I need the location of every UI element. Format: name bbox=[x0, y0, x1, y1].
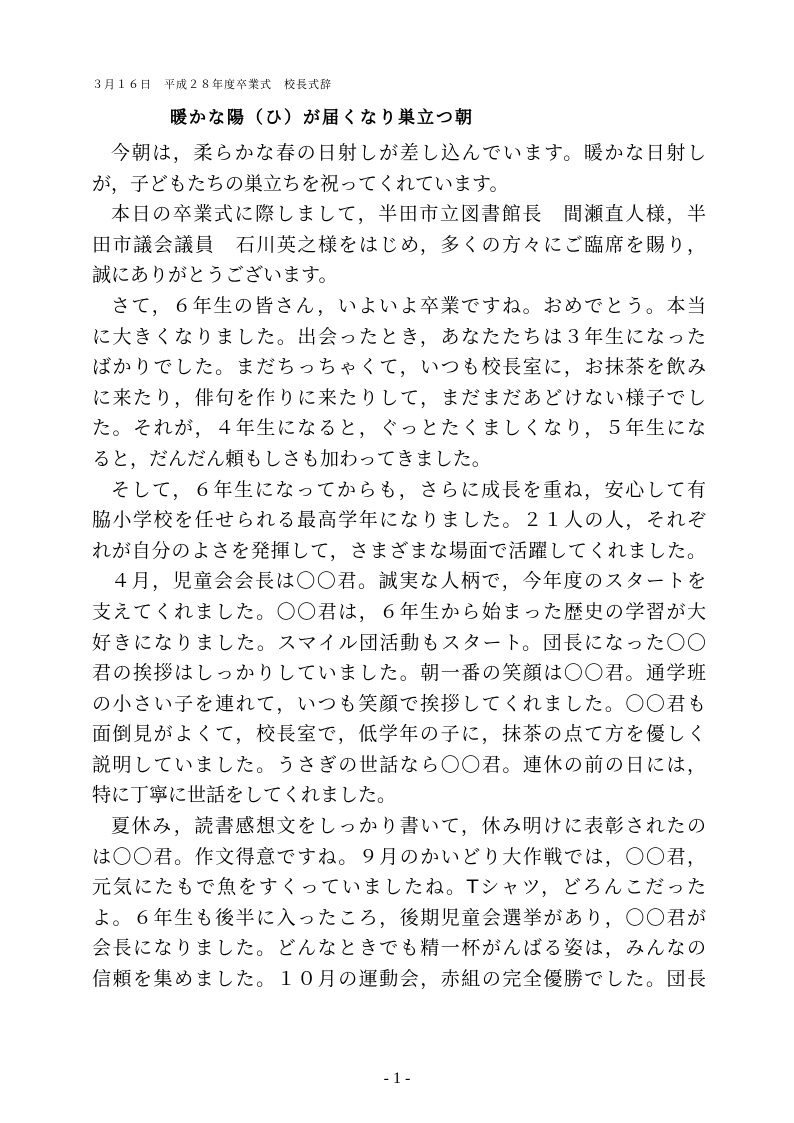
text-line: 君の挨拶はしっかりしていました。朝一番の笑顔は〇〇君。通学班 bbox=[92, 662, 706, 685]
page-number: - 1 - bbox=[383, 1070, 411, 1087]
text-line: に大きくなりました。出会ったとき，あなたたちは３年生になった bbox=[92, 325, 706, 348]
text-line: 誠にありがとうございます。 bbox=[92, 264, 338, 287]
text-line: 説明していました。うさぎの世話なら〇〇君。連休の前の日には， bbox=[92, 753, 706, 776]
text-line: 特に丁寧に世話をしてくれました。 bbox=[92, 784, 397, 807]
text-line: た。それが，４年生になると，ぐっとたくましくなり，５年生にな bbox=[92, 417, 706, 440]
text-line: 脇小学校を任せられる最高学年になりました。２１人の人，それぞ bbox=[92, 509, 706, 532]
text-line: の小さい子を連れて，いつも笑顔で挨拶してくれました。〇〇君も bbox=[92, 692, 706, 715]
date-header: ３月１６日 平成２８年度卒業式 校長式辞 bbox=[92, 78, 332, 91]
text-line: さて，６年生の皆さん，いよいよ卒業ですね。おめでとう。本当 bbox=[111, 294, 706, 317]
text-line: 夏休み，読書感想文をしっかり書いて，休み明けに表彰されたの bbox=[111, 815, 706, 838]
text-line: ４月，児童会会長は〇〇君。誠実な人柄で，今年度のスタートを bbox=[111, 570, 706, 593]
text-line: 本日の卒業式に際しまして，半田市立図書館長 間瀬直人様，半 bbox=[111, 203, 706, 226]
text-line: 元気にたもで魚をすくっていましたね。Tシャツ，どろんこだった bbox=[92, 876, 706, 899]
text-line: 支えてくれました。〇〇君は，６年生から始まった歴史の学習が大 bbox=[92, 600, 706, 623]
page-title: 暖かな陽（ひ）が届くなり巣立つ朝 bbox=[170, 108, 474, 128]
text-line: ばかりでした。まだちっちゃくて，いつも校長室に，お抹茶を飲み bbox=[92, 356, 706, 379]
text-line: 会長になりました。どんなときでも精一杯がんばる姿は，みんなの bbox=[92, 937, 706, 960]
text-line: は〇〇君。作文得意ですね。９月のかいどり大作戦では，〇〇君， bbox=[92, 845, 706, 868]
text-line: そして，６年生になってからも，さらに成長を重ね，安心して有 bbox=[111, 478, 706, 501]
text-line: 信頼を集めました。１０月の運動会，赤組の完全優勝でした。団長 bbox=[92, 968, 706, 991]
text-line: が，子どもたちの巣立ちを祝ってくれています。 bbox=[92, 172, 509, 195]
text-line: 好きになりました。スマイル団活動もスタート。団長になった〇〇 bbox=[92, 631, 706, 654]
text-line: ると，だんだん頼もしさも加わってきました。 bbox=[92, 447, 491, 470]
text-line: よ。６年生も後半に入ったころ，後期児童会選挙があり，〇〇君が bbox=[92, 906, 706, 929]
text-line: 面倒見がよくて，校長室で，低学年の子に，抹茶の点て方を優しく bbox=[92, 723, 706, 746]
text-line: 田市議会議員 石川英之様をはじめ，多くの方々にご臨席を賜り， bbox=[92, 233, 706, 256]
text-line: れが自分のよさを発揮して，さまざまな場面で活躍してくれました。 bbox=[92, 539, 706, 562]
text-line: に来たり，俳句を作りに来たりして，まだまだあどけない様子でし bbox=[92, 386, 706, 409]
speech-body bbox=[92, 138, 706, 995]
text-line: 今朝は，柔らかな春の日射しが差し込んでいます。暖かな日射し bbox=[111, 142, 706, 164]
